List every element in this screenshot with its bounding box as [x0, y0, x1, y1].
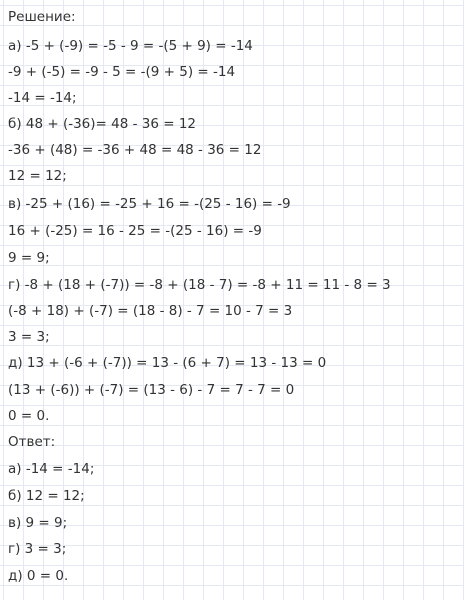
answer-line: в) 9 = 9;	[8, 515, 68, 531]
solution-line: 9 = 9;	[8, 250, 50, 266]
solution-line: 3 = 3;	[8, 329, 50, 345]
solution-line: 16 + (-25) = 16 - 25 = -(25 - 16) = -9	[8, 223, 262, 239]
solution-line: -9 + (-5) = -9 - 5 = -(9 + 5) = -14	[8, 64, 236, 80]
solution-line: г) -8 + (18 + (-7)) = -8 + (18 - 7) = -8 + 11 = 11 - 8 = 3	[8, 277, 391, 293]
answer-line: б) 12 = 12;	[8, 488, 85, 504]
solution-line: -14 = -14;	[8, 90, 77, 106]
solution-line: а) -5 + (-9) = -5 - 9 = -(5 + 9) = -14	[8, 38, 253, 54]
solution-line: (-8 + 18) + (-7) = (18 - 8) - 7 = 10 - 7 = 3	[8, 303, 293, 319]
solution-line: (13 + (-6)) + (-7) = (13 - 6) - 7 = 7 - 7 = 0	[8, 382, 295, 398]
answer-line: а) -14 = -14;	[8, 461, 95, 477]
solution-line: б) 48 + (-36)= 48 - 36 = 12	[8, 116, 197, 132]
solution-line: в) -25 + (16) = -25 + 16 = -(25 - 16) = -9	[8, 196, 291, 212]
answer-line: г) 3 = 3;	[8, 541, 67, 557]
solution-line: -36 + (48) = -36 + 48 = 48 - 36 = 12	[8, 142, 262, 158]
answer-line: д) 0 = 0.	[8, 568, 69, 584]
answer-heading: Ответ:	[8, 434, 56, 450]
solution-line: 0 = 0.	[8, 408, 50, 424]
solution-line: д) 13 + (-6 + (-7)) = 13 - (6 + 7) = 13 - 13 = 0	[8, 355, 327, 371]
solution-line: 12 = 12;	[8, 168, 67, 184]
solution-heading: Решение:	[8, 9, 76, 25]
